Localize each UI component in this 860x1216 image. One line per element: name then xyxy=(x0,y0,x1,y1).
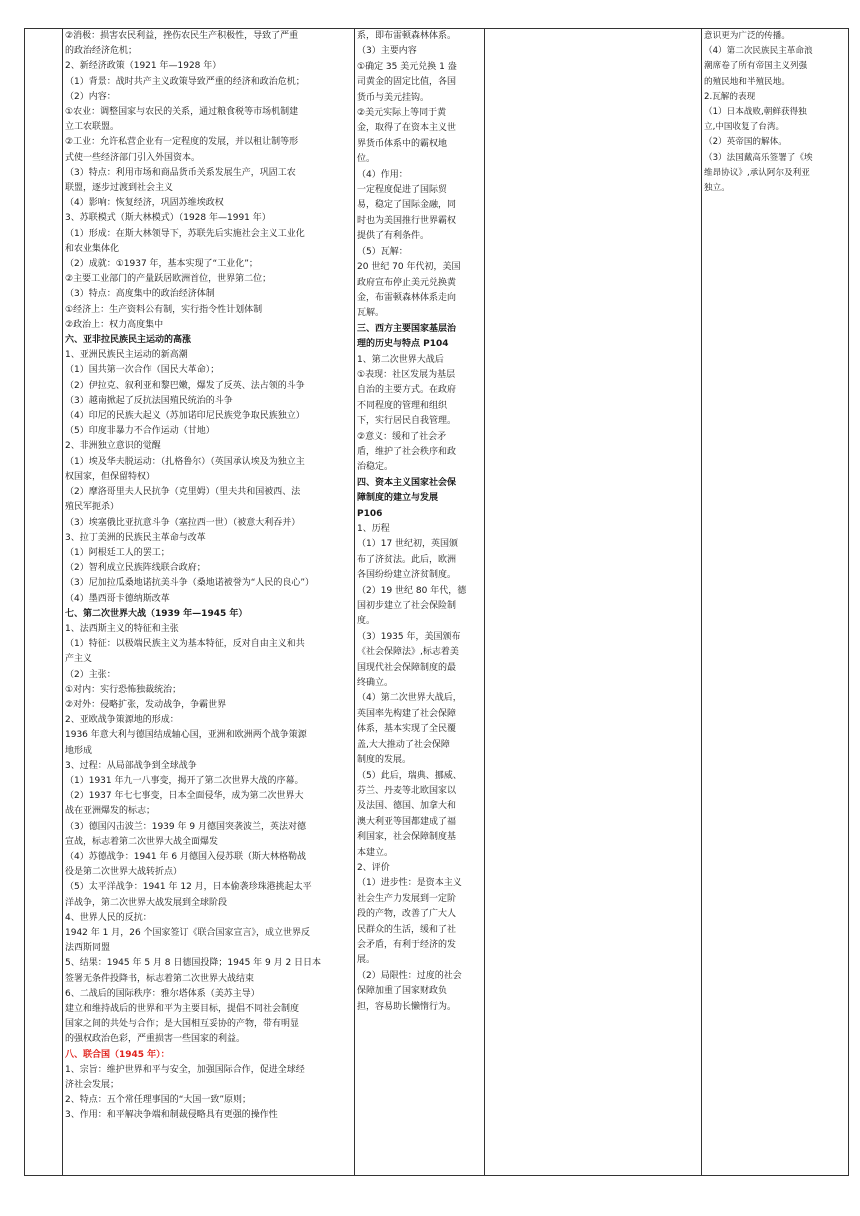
text-line: 度。 xyxy=(357,616,376,627)
text-line: 的政治经济危机； xyxy=(65,46,138,57)
text-line: 自治的主要方式。在政府 xyxy=(357,385,457,396)
text-line: 意识更为广泛的传播。 xyxy=(704,31,790,41)
text-line: （3）德国闪击波兰：1939 年 9 月德国突袭波兰，英法对德 xyxy=(65,821,306,832)
text-line: 易，稳定了国际金融，同 xyxy=(357,200,457,211)
table-cell-empty-left xyxy=(25,29,63,1176)
text-line: 洋战争，第二次世界大战发展到全球阶段 xyxy=(65,897,228,908)
text-line: 1936 年意大利与德国结成轴心国，亚洲和欧洲两个战争策源 xyxy=(65,730,307,741)
text-line: （3）主要内容 xyxy=(357,46,417,57)
text-line: 系，即布雷顿森林体系。 xyxy=(357,31,457,41)
text-line: （3）1935 年，美国颁布 xyxy=(357,631,461,642)
text-line: （1）形成：在斯大林领导下，苏联先后实施社会主义工业化 xyxy=(65,228,305,239)
text-line: 盖,大大推动了社会保障 xyxy=(357,739,450,750)
text-line: ①表现：社区发展为基层 xyxy=(357,369,456,380)
table-cell-column-2 xyxy=(355,29,485,1176)
text-line: 6、二战后的国际秩序：雅尔塔体系（美苏主导） xyxy=(65,988,260,999)
text-line: 国家之间的共处与合作；是大国相互妥协的产物，带有明显 xyxy=(65,1019,300,1030)
text-line: 3、作用：和平解决争端和制裁侵略具有更强的操作性 xyxy=(65,1110,278,1121)
text-line: （1）进步性：是资本主义 xyxy=(357,878,462,889)
text-line: 3、苏联模式（斯大林模式）（1928 年—1991 年） xyxy=(65,213,271,224)
notes-table xyxy=(24,28,849,1176)
text-line: （2）成就：①1937 年，基本实现了“工业化”； xyxy=(65,259,258,270)
text-line: 独立。 xyxy=(704,183,730,194)
text-line: （1）阿根廷工人的罢工； xyxy=(65,547,170,558)
text-line: 潮席卷了所有帝国主义列强 xyxy=(704,61,808,72)
text-line: （1）国共第一次合作（国民大革命）； xyxy=(65,365,220,376)
text-line: （4）第二次民族民主革命浪 xyxy=(704,46,813,57)
text-line: 及法国、德国、加拿大和 xyxy=(357,801,457,812)
text-line: ①农业：调整国家与农民的关系，通过粮食税等市场机制建 xyxy=(65,107,299,118)
text-line: 联盟，逐步过渡到社会主义 xyxy=(65,183,174,194)
text-line: 立工农联盟。 xyxy=(65,122,120,133)
text-line: （1）特征：以极端民族主义为基本特征，反对自由主义和共 xyxy=(65,639,305,650)
text-line: 3、过程：从局部战争到全球战争 xyxy=(65,760,197,771)
text-line: 战在亚洲爆发的标志； xyxy=(65,806,156,817)
text-line: ②对外：侵略扩张，发动战争，争霸世界 xyxy=(65,699,227,710)
text-line: （2）局限性：过度的社会 xyxy=(357,970,462,981)
text-line: 国初步建立了社会保险制 xyxy=(357,601,457,612)
text-line: 宣战，标志着第二次世界大战全面爆发 xyxy=(65,836,219,847)
text-line: 保障加重了国家财政负 xyxy=(357,986,448,997)
text-line: （2）智利成立民族阵线联合政府； xyxy=(65,563,206,574)
text-line: 界货币体系中的霸权地 xyxy=(357,138,448,149)
text-line: ①确定 35 美元兑换 1 盎 xyxy=(357,61,457,72)
text-line: （5）印度非暴力不合作运动（甘地） xyxy=(65,426,215,437)
text-line: 会矛盾，有利于经济的发 xyxy=(357,939,457,950)
text-line: （5）瓦解： xyxy=(357,246,408,257)
text-line: 5、结果：1945 年 5 月 8 日德国投降；1945 年 9 月 2 日日本 xyxy=(65,958,322,969)
text-line: 建立和维持战后的世界和平为主要目标，提倡不同社会制度 xyxy=(65,1004,300,1014)
text-line: （4）苏德战争：1941 年 6 月德国入侵苏联（斯大林格勒战 xyxy=(65,851,306,862)
text-line: 一定程度促进了国际贸 xyxy=(357,185,448,196)
text-line: （4）墨西哥卡德纳斯改革 xyxy=(65,593,170,604)
text-line: （2）英帝国的解体。 xyxy=(704,137,787,148)
text-line: 提供了有利条件。 xyxy=(357,231,430,242)
text-line: 展。 xyxy=(357,955,376,966)
text-line: 2、非洲独立意识的觉醒 xyxy=(65,441,161,452)
text-line: 1、宗旨：维护世界和平与安全，加强国际合作，促进全球经 xyxy=(65,1064,305,1075)
text-line: （1）17 世纪初，英国颁 xyxy=(357,539,459,550)
section-heading: 理的历史与特点 P104 xyxy=(357,339,449,350)
text-line: 货币与美元挂钩。 xyxy=(357,92,430,103)
text-line: 位。 xyxy=(357,154,376,165)
text-line: （2）19 世纪 80 年代，德 xyxy=(357,585,467,596)
text-line: （1）背景：战时共产主义政策导致严重的经济和政治危机； xyxy=(65,76,305,87)
text-line: 立,中国收复了台湾。 xyxy=(704,122,785,133)
text-line: 制度的发展。 xyxy=(357,755,412,766)
section-heading: 四、资本主义国家社会保 xyxy=(357,477,457,488)
text-line: 终确立。 xyxy=(357,678,394,689)
text-line: 的殖民地和半殖民地。 xyxy=(704,76,790,87)
text-line: （5）太平洋战争：1941 年 12 月，日本偷袭珍珠港挑起太平 xyxy=(65,882,312,893)
text-line: （4）印尼的民族大起义（苏加诺印尼民族党争取民族独立） xyxy=(65,411,305,422)
text-line: （2）内容： xyxy=(65,91,116,102)
text-line: 澳大利亚等国都建成了福 xyxy=(357,816,457,827)
text-line: ②美元实际上等同于黄 xyxy=(357,108,447,119)
text-line: ②政治上：权力高度集中 xyxy=(65,319,164,330)
text-line: 产主义 xyxy=(65,654,93,665)
section-heading: 七、第二次世界大战（1939 年—1945 年） xyxy=(65,608,248,619)
text-line: 盾，维护了社会秩序和政 xyxy=(357,446,457,457)
table-row xyxy=(25,29,849,1176)
text-line: 维昂协议》,承认阿尔及利亚 xyxy=(704,167,810,178)
text-line: 体系，基本实现了全民覆 xyxy=(357,724,457,735)
text-line: ②消极：损害农民利益，挫伤农民生产积极性，导致了严重 xyxy=(65,31,299,41)
text-line: 1、亚洲民族民主运动的新高潮 xyxy=(65,350,188,361)
text-line: 段的产物，改善了广大人 xyxy=(357,909,457,920)
text-line: 金，取得了在资本主义世 xyxy=(357,123,457,134)
text-line: 时也为美国推行世界霸权 xyxy=(357,215,457,226)
text-line: 权国家，但保留特权） xyxy=(65,471,156,482)
text-line: 各国纷纷建立济贫制度。 xyxy=(357,570,457,581)
text-line: （1）1931 年九一八事变，揭开了第二次世界大战的序幕。 xyxy=(65,775,304,786)
text-line: 的强权政治色彩，严重损害一些国家的利益。 xyxy=(65,1034,246,1045)
text-line: （4）第二次世界大战后， xyxy=(357,693,462,704)
text-line: （3）越南掀起了反抗法国殖民统治的斗争 xyxy=(65,395,233,406)
text-line: （3）埃塞俄比亚抗意斗争（塞拉西一世）（被意大利吞并） xyxy=(65,517,301,528)
text-line: （2）伊拉克、叙利亚和黎巴嫩，爆发了反英、法占领的斗争 xyxy=(65,380,305,391)
text-line: 和农业集体化 xyxy=(65,243,120,254)
table-cell-column-4 xyxy=(702,29,849,1176)
text-line: （3）特点：利用市场和商品货币关系发展生产，巩固工农 xyxy=(65,167,296,178)
section-heading: 八、联合国（1945 年）： xyxy=(65,1049,170,1060)
text-line: （2）1937 年七七事变，日本全面侵华，成为第二次世界大 xyxy=(65,791,304,802)
section-heading: 障制度的建立与发展 xyxy=(357,493,439,504)
text-line: ②意义：缓和了社会矛 xyxy=(357,431,447,442)
section-heading: 三、西方主要国家基层治 xyxy=(357,323,457,334)
text-line: （5）此后，瑞典、挪威、 xyxy=(357,770,462,781)
text-line: 金，布雷顿森林体系走向 xyxy=(357,292,457,303)
text-line: ①经济上：生产资料公有制，实行指令性计划体制 xyxy=(65,304,263,315)
text-line: 2.瓦解的表现 xyxy=(704,91,756,102)
text-line: 司黄金的固定比值，各国 xyxy=(357,77,457,88)
text-line: 瓦解。 xyxy=(357,308,385,319)
text-line: 地形成 xyxy=(65,745,93,756)
text-line: ②工业：允许私营企业有一定程度的发展，并以租让制等形 xyxy=(65,137,299,148)
text-line: 不同程度的管理和组织 xyxy=(357,400,448,411)
text-line: 济社会发展； xyxy=(65,1080,120,1091)
text-line: （1）日本战败,朝鲜获得独 xyxy=(704,107,807,118)
text-line: 1942 年 1 月，26 个国家签订《联合国家宣言》，成立世界反 xyxy=(65,927,311,938)
text-line: 20 世纪 70 年代初，美国 xyxy=(357,262,461,273)
section-heading: P106 xyxy=(357,508,383,519)
text-line: 政府宣布停止美元兑换黄 xyxy=(357,277,457,288)
text-line: 2、评价 xyxy=(357,862,390,873)
text-line: （3）尼加拉瓜桑地诺抗美斗争（桑地诺被誉为“人民的良心”） xyxy=(65,578,315,589)
text-line: 2、亚欧战争策源地的形成： xyxy=(65,715,179,726)
text-line: （2）摩洛哥里夫人民抗争（克里姆）（里夫共和国被西、法 xyxy=(65,487,301,498)
text-line: 殖民军扼杀） xyxy=(65,502,120,513)
document-page xyxy=(24,28,838,1176)
text-line: 社会生产力发展到一定阶 xyxy=(357,893,457,904)
text-line: 法西斯同盟 xyxy=(65,943,111,954)
text-line: ②主要工业部门的产量跃居欧洲首位，世界第二位； xyxy=(65,274,272,285)
text-line: 役是第二次世界大战转折点） xyxy=(65,867,183,878)
text-line: 布了济贫法。此后，欧洲 xyxy=(357,554,457,565)
table-cell-column-3-empty xyxy=(485,29,702,1176)
text-line: 芬兰、丹麦等北欧国家以 xyxy=(357,785,457,796)
text-line: 1、历程 xyxy=(357,524,390,534)
text-line: 4、世界人民的反抗： xyxy=(65,912,152,923)
text-line: 下，实行居民自我管理。 xyxy=(357,416,457,427)
text-line: 1、法西斯主义的特征和主张 xyxy=(65,623,179,634)
text-line: 2、特点：五个常任理事国的“大国一致”原则； xyxy=(65,1095,252,1106)
text-line: 1、第二次世界大战后 xyxy=(357,354,444,365)
text-line: （3）特点：高度集中的政治经济体制 xyxy=(65,289,215,300)
text-line: 3、拉丁美洲的民族民主革命与改革 xyxy=(65,532,206,543)
text-line: 英国率先构建了社会保障 xyxy=(357,708,457,719)
text-line: （4）影响：恢复经济，巩固苏维埃政权 xyxy=(65,198,224,209)
table-cell-column-1 xyxy=(63,29,355,1176)
text-line: （4）作用： xyxy=(357,169,408,180)
text-line: 签署无条件投降书，标志着第二次世界大战结束 xyxy=(65,973,255,984)
text-line: 利国家，社会保障制度基 xyxy=(357,832,457,843)
text-line: （3）法国戴高乐签署了《埃 xyxy=(704,152,813,163)
text-line: （2）主张： xyxy=(65,669,116,680)
section-heading: 六、亚非拉民族民主运动的高涨 xyxy=(65,335,192,346)
text-line: 国现代社会保障制度的最 xyxy=(357,662,457,673)
text-line: 担，容易助长懒惰行为。 xyxy=(357,1001,457,1012)
text-line: （1）埃及华夫脱运动：（扎格鲁尔）（英国承认埃及为独立主 xyxy=(65,456,305,467)
text-line: 式使一些经济部门引入外国资本。 xyxy=(65,152,201,163)
text-line: ①对内：实行恐怖独裁统治； xyxy=(65,684,182,695)
text-line: 本建立。 xyxy=(357,847,394,858)
text-line: 治稳定。 xyxy=(357,462,394,473)
text-line: 民群众的生活，缓和了社 xyxy=(357,924,457,935)
text-line: 《社会保障法》,标志着美 xyxy=(357,647,459,658)
text-line: 2、新经济政策（1921 年—1928 年） xyxy=(65,61,222,72)
